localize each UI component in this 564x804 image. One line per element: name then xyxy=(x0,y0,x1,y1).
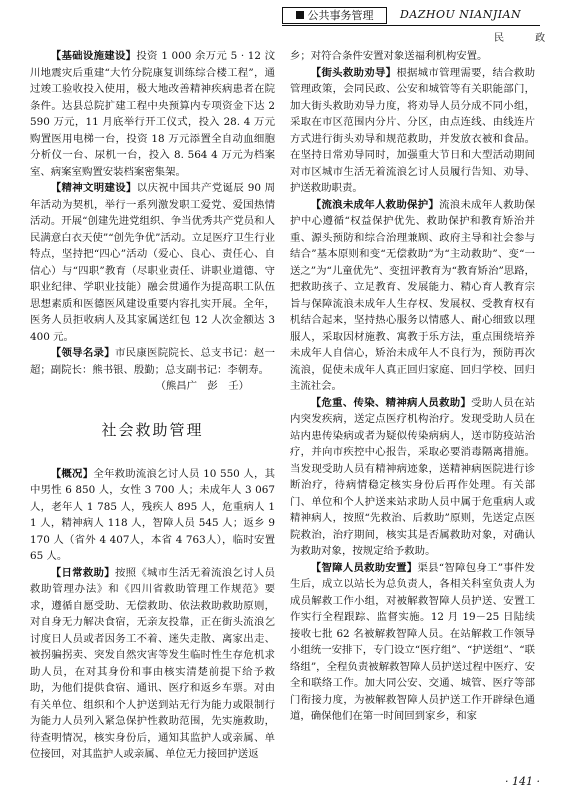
section-tab xyxy=(282,7,387,24)
paragraph-tag: 【危重、传染、精神病人员救助】 xyxy=(310,396,472,409)
paragraph-text: 以庆祝中国共产党诞辰 90 周年活动为契机，举行一系列激发职工爱党、爱国热情活动。开展“创建先进党组织、争当优秀共产党员和人民满意白衣天使”“创先争优”活动。立足医疗卫生行业特点，坚持把“四心”活动（爱心、良心、责任心、自信心）与“四职”教育（尽职业责任、讲职业道德、守职业纪律、学职业技能）融会贯通作为提高职工队伍思想素质和医德医风建设重要内容扎实开展。全年，医务人员拒收病人及其家属送红包 12 人次金额达 3 400 元。 xyxy=(30,182,275,343)
paragraph-overview xyxy=(30,466,275,565)
square-bullet-icon xyxy=(296,11,304,19)
paragraph-continued xyxy=(290,48,535,65)
paragraph-text: 投资 1 000 余万元 5 · 12 汶川地震灾后重建“大竹分院康复训练综合楼工程”，通过竣工验收投入使用，极大地改善精神疾病患者在院条件。达县总院扩建工程中央预算内专项资金下达 2 590 万元，11 月底举行开工仪式，投入 28. 4 万元购置医用电梯一台，投资 18 万元添置全自动血细胞分析仪一台、尿机一台，投入 8. 564 4 万元为档案室、病案室购置安装档案密集架。 xyxy=(30,50,276,178)
paragraph-text: 流浪未成年人救助保护中心遵循“权益保护优先、救助保护和教育矫治并重、源头预防和综合治理兼顾、政府主导和社会参与结合”基本原则和变“无偿救助”为“主动救助”、变“一送之”为“儿童优先”、变扭评教育为“教育矫治”思路，把救助孩子、立足教育、发展能力、精心育人教育宗旨与保障流浪未成年人生存权、发展权、受教育权有机结合起来，坚持热心服务以情感人、耐心细致以理服人，采取因材施教、寓教于乐方法，重点围绕培养未成年人自信心，矫治未成年人不良行为，预防再次流浪，促使未成年人真正回归家庭、回归学校、回归主流社会。 xyxy=(290,198,536,392)
paragraph-tag: 【智障人员救助安置】 xyxy=(310,561,418,574)
paragraph-tag: 【街头救助劝导】 xyxy=(310,66,397,79)
paragraph-tag: 【精神文明建设】 xyxy=(50,182,137,194)
right-column xyxy=(290,48,535,725)
paragraph-tag: 【基础设施建设】 xyxy=(50,50,137,62)
paragraph-infrastructure xyxy=(30,48,275,180)
author-signoff: （熊昌广 彭 壬） xyxy=(155,380,249,392)
paragraph-text: 按照《城市生活无着流浪乞讨人员救助管理办法》和《四川省救助管理工作规范》要求，遵循自愿受助、无偿救助、依法救助救助原则，对自身无力解决食宿，无亲友投靠，正在街头流浪乞讨度日人员或者因务工不着、迷失走散、离家出走、被拐骗拐卖、突发自然灾害等发生临时性生存危机求助人员，在对其身份和事由核实清楚前提下给予救助，为他们提供食宿、通讯、医疗和返乡车票。对由有关单位、组织和个人护送到站无行为能力或限制行为能力人员列入紧急保护性救助范围，先实施救助，待查明情况，核实身份后，通知其监护人或亲属、单位接回，对其监护人或亲属、单位无力接回护送返 xyxy=(30,566,276,760)
paragraph-tag: 【日常救助】 xyxy=(50,566,115,579)
page-number: · 141 · xyxy=(505,775,540,788)
section-tab-label: 公共事务管理 xyxy=(307,9,374,22)
paragraph-critical-patients xyxy=(290,395,535,560)
paragraph-text: 根据城市管理需要，结合救助管理政策，会同民政、公安和城管等有关职能部门，加大街头救助劝导力度，将劝导人员分成不同小组，采取在市区范围内分片、分区，由点连线、由线连片方式进行街头劝导和规范救助，并发放衣被和食品。在坚持日常劝导同时，加强重大节日和大型活动期间对市区城市生活无着流浪乞讨人员履行告知、劝导、护送救助职责。 xyxy=(290,66,536,194)
header-rule xyxy=(282,25,540,26)
paragraph-intellectual-disability xyxy=(290,560,535,725)
page-header xyxy=(0,0,564,44)
paragraph-tag: 【领导名录】 xyxy=(50,347,115,359)
paragraph-text: 市民康医院院长、总支书记：赵一超；副院长：熊书银、殷勤；总支副书记：李朝寿。 xyxy=(30,347,276,376)
paragraph-text: 受助人员在站内突发疾病，送定点医疗机构治疗。发现受助人员在站内患传染病或者为疑似传染病病人，送市防疫站治疗，并向市疾控中心报告，采取必要消毒隔离措施。当发现受助人员有精神病迹象，送精神病医院进行诊断治疗，待病情稳定核实身份后再作处理。有关部门、单位和个人护送来站求助人员中属于危重病人或精神病人，按照“先救治、后救助”原则，先送定点医院救治，治疗期间，核实其是否属救助对象，对确认为救助对象，按规定给予救助。 xyxy=(290,396,535,557)
section-title: 社会救助管理 xyxy=(101,420,204,439)
paragraph-street-guidance xyxy=(290,65,535,197)
subsection-label: 民 政 xyxy=(494,33,560,44)
paragraph-text: 渠县“智障包身工”事件发生后，成立以站长为总负责人，各相关科室负责人为成员解救工作小组，对被解救智障人员护送、安置工作实行全程跟踪、监督实施。12 月 19－25 日陆续接收七批 62 名被解救智障人员。在站解救工作领导小组统一安排下，专门设立“医疗组”、“护送组”、“联络组”，全程负责被解救智障人员护送过程中医疗、安全和联络工作。加大同公安、交通、城管、医疗等部门衔接力度，为被解救智障人员护送工作开辟绿色通道，确保他们在第一时间回到家乡，和家 xyxy=(290,561,536,722)
paragraph-text: 全年救助流浪乞讨人员 10 550 人，其中男性 6 850 人，女性 3 700 人；未成年人 3 067 人，老年人 1 785 人，残疾人 895 人，危重病人 11 人，精神病人 118 人，智障人员 545 人；返乡 9 170 人（省外 4 407人，本省 4 763人），临时安置 65 人。 xyxy=(30,467,275,562)
paragraph-civilization xyxy=(30,180,275,345)
paragraph-minor-protection xyxy=(290,197,535,395)
left-column xyxy=(30,48,275,763)
paragraph-text: 乡；对符合条件安置对象送福利机构安置。 xyxy=(290,50,488,62)
paragraph-tag: 【概况】 xyxy=(50,467,94,480)
paragraph-tag: 【流浪未成年人救助保护】 xyxy=(310,198,440,211)
brand-name: DAZHOU NIANJIAN xyxy=(400,8,522,21)
paragraph-leadership xyxy=(30,345,275,378)
paragraph-daily-relief xyxy=(30,565,275,763)
